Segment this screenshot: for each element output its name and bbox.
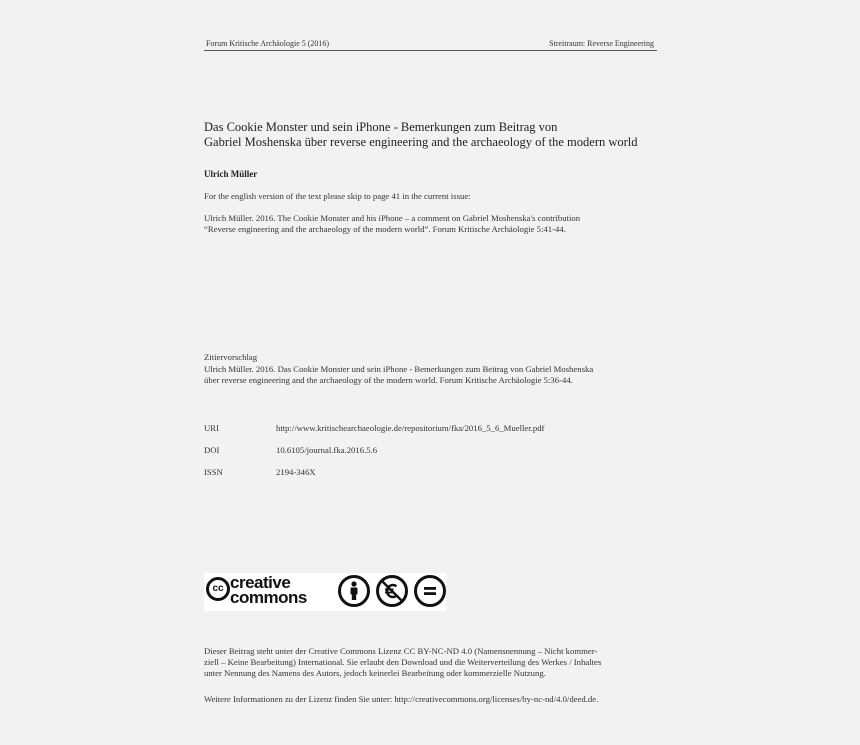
doi-label: DOI [204,445,220,455]
uri-label: URI [204,423,219,433]
issn-label: ISSN [204,467,223,477]
license-line-2: ziell – Keine Bearbeitung) International. Sie erlaubt den Download und die Weiterverteilung des Werkes / Inhaltes [204,657,602,667]
zitiervorschlag-line-2: über reverse engineering and the archaeology of the modern world. Forum Kritische Archäologie 5:36-44. [204,375,573,385]
cc-by-icon [338,575,370,607]
cc-word-commons: commons [230,588,307,607]
uri-link[interactable]: http://www.kritischearchaeologie.de/repositorium/fka/2016_5_6_Mueller.pdf [276,423,545,433]
section-name: Streitraum: Reverse Engineering [549,39,654,48]
journal-name: Forum Kritische Archäologie 5 (2016) [206,39,330,48]
english-version-note: For the english version of the text please skip to page 41 in the current issue: [204,191,471,201]
title-line-1: Das Cookie Monster und sein iPhone - Bemerkungen zum Beitrag von [204,120,558,134]
title-line-2: Gabriel Moshenska über reverse engineering and the archaeology of the modern world [204,135,638,149]
zitiervorschlag-label: Zitiervorschlag [204,352,258,362]
english-citation-line-2: “Reverse engineering and the archaeology of the modern world”. Forum Kritische Archäologie 5:41-44. [204,224,566,234]
english-citation [204,213,580,235]
creative-commons-badge[interactable] [204,573,446,611]
doi-value: 10.6105/journal.fka.2016.5.6 [276,445,378,455]
author-name: Ulrich Müller [204,169,258,179]
license-more-info: Weitere Informationen zu der Lizenz finden Sie unter: http://creativecommons.org/licenses/by-nc-nd/4.0/deed.de. [204,694,599,704]
english-citation-line-1: Ulrich Müller. 2016. The Cookie Monster and his iPhone – a comment on Gabriel Moshenska's contribution [204,213,581,223]
cc-word-creative: creative [230,573,291,592]
cc-logo-text: cc [212,583,224,594]
license-text [204,646,601,679]
license-line-3: unter Nennung des Namens des Autors, jedoch keinerlei Bearbeitung oder kommerzielle Nutzung. [204,668,546,678]
cc-nd-icon [414,575,446,607]
zitiervorschlag-line-1: Ulrich Müller. 2016. Das Cookie Monster und sein iPhone - Bemerkungen zum Beitrag von Gabriel Moshenska [204,364,594,374]
article-title [204,120,638,150]
cc-nc-euro-icon [376,575,408,607]
license-line-1: Dieser Beitrag steht unter der Creative Commons Lizenz CC BY-NC-ND 4.0 (Namensnennung – Nicht kommer- [204,646,598,656]
cc-logo-icon [206,577,230,601]
issn-value: 2194-346X [276,467,316,477]
zitiervorschlag-citation [204,364,593,386]
header-rule [204,50,657,51]
